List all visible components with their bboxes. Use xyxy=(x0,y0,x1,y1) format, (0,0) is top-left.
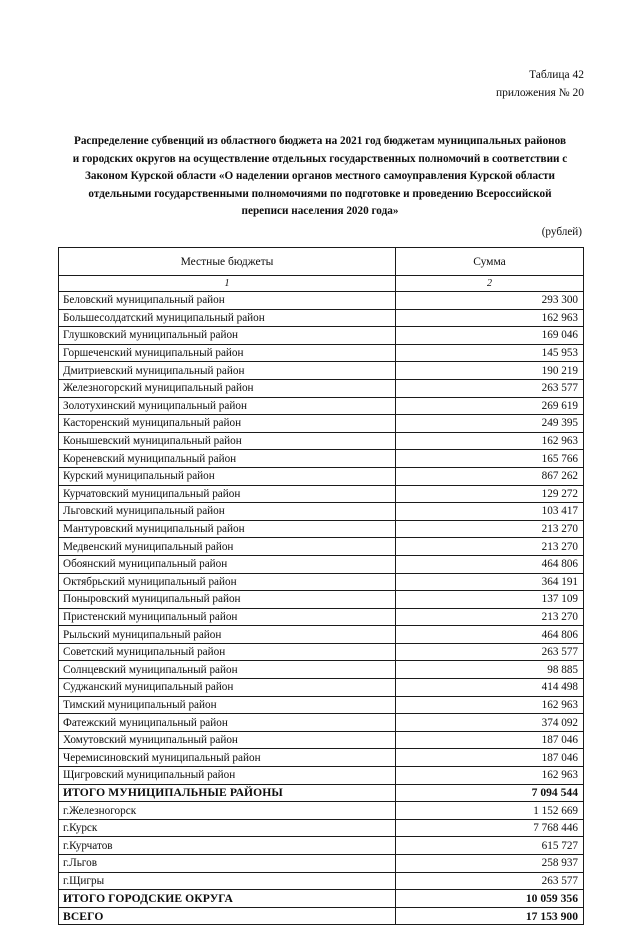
cell-sum-value: 190 219 xyxy=(396,362,584,380)
cell-sum-value: 263 577 xyxy=(396,872,584,890)
cell-sum-value: 162 963 xyxy=(396,767,584,785)
table-row xyxy=(59,538,584,556)
cell-sum-value: 7 768 446 xyxy=(396,819,584,837)
cell-budget-name: г.Льгов xyxy=(59,855,396,873)
table-row xyxy=(59,379,584,397)
cell-budget-name: Беловский муниципальный район xyxy=(59,292,396,310)
document-caption xyxy=(496,66,584,102)
table-row xyxy=(59,327,584,345)
table-row xyxy=(59,872,584,890)
table-row xyxy=(59,397,584,415)
cell-budget-name: Мантуровский муниципальный район xyxy=(59,520,396,538)
table-row xyxy=(59,819,584,837)
cell-sum-value: 98 885 xyxy=(396,661,584,679)
cell-budget-name: Льговский муниципальный район xyxy=(59,503,396,521)
table-row xyxy=(59,573,584,591)
cell-budget-name: Тимский муниципальный район xyxy=(59,696,396,714)
cell-sum-value: 269 619 xyxy=(396,397,584,415)
cell-sum-value: 162 963 xyxy=(396,432,584,450)
table-row xyxy=(59,467,584,485)
cell-sum-value: 162 963 xyxy=(396,309,584,327)
cell-sum-value: 169 046 xyxy=(396,327,584,345)
cell-sum-value: 867 262 xyxy=(396,467,584,485)
column-header-local-budgets: Местные бюджеты xyxy=(59,248,396,276)
cell-budget-name: г.Железногорск xyxy=(59,802,396,820)
cell-budget-name: Конышевский муниципальный район xyxy=(59,432,396,450)
cell-budget-name: Железногорский муниципальный район xyxy=(59,379,396,397)
cell-budget-name: Суджанский муниципальный район xyxy=(59,679,396,697)
cell-sum-value: 213 270 xyxy=(396,608,584,626)
table-row xyxy=(59,837,584,855)
table-row xyxy=(59,309,584,327)
cell-budget-name: Кореневский муниципальный район xyxy=(59,450,396,468)
cell-budget-name: ИТОГО МУНИЦИПАЛЬНЫЕ РАЙОНЫ xyxy=(59,784,396,802)
title-line-3: Законом Курской области «О наделении органов местного самоуправления Курской области xyxy=(84,170,555,183)
cell-sum-value: 414 498 xyxy=(396,679,584,697)
cell-budget-name: Медвенский муниципальный район xyxy=(59,538,396,556)
table-row xyxy=(59,520,584,538)
table-row xyxy=(59,485,584,503)
cell-sum-value: 103 417 xyxy=(396,503,584,521)
table-row xyxy=(59,362,584,380)
cell-sum-value: 374 092 xyxy=(396,714,584,732)
table-row xyxy=(59,855,584,873)
cell-budget-name: Касторенский муниципальный район xyxy=(59,415,396,433)
cell-sum-value: 165 766 xyxy=(396,450,584,468)
cell-sum-value: 145 953 xyxy=(396,344,584,362)
cell-sum-value: 293 300 xyxy=(396,292,584,310)
cell-sum-value: 10 059 356 xyxy=(396,890,584,908)
table-body xyxy=(59,292,584,925)
title-line-1: Распределение субвенций из областного бюджета на 2021 год бюджетам муниципальных районов xyxy=(73,135,566,147)
title-line-2: и городских округов на осуществление отдельных государственных полномочий в соответствии с xyxy=(72,152,568,165)
table-row xyxy=(59,714,584,732)
cell-budget-name: Октябрьский муниципальный район xyxy=(59,573,396,591)
table-row xyxy=(59,292,584,310)
cell-sum-value: 249 395 xyxy=(396,415,584,433)
table-row xyxy=(59,802,584,820)
cell-sum-value: 263 577 xyxy=(396,643,584,661)
cell-sum-value: 263 577 xyxy=(396,379,584,397)
table-header-row xyxy=(59,248,584,276)
cell-sum-value: 162 963 xyxy=(396,696,584,714)
title-line-4: отдельными государственными полномочиями по подготовке и проведению Всероссийской xyxy=(88,187,552,200)
cell-budget-name: Глушковский муниципальный район xyxy=(59,327,396,345)
table-row xyxy=(59,432,584,450)
cell-budget-name: Курчатовский муниципальный район xyxy=(59,485,396,503)
table-column-number-row xyxy=(59,276,584,292)
cell-sum-value: 464 806 xyxy=(396,626,584,644)
cell-sum-value: 137 109 xyxy=(396,591,584,609)
table-row xyxy=(59,344,584,362)
cell-budget-name: Советский муниципальный район xyxy=(59,643,396,661)
table-total-row xyxy=(59,784,584,802)
table-row xyxy=(59,749,584,767)
table-row xyxy=(59,503,584,521)
cell-budget-name: Солнцевский муниципальный район xyxy=(59,661,396,679)
table-row xyxy=(59,731,584,749)
cell-budget-name: г.Курчатов xyxy=(59,837,396,855)
cell-sum-value: 1 152 669 xyxy=(396,802,584,820)
cell-budget-name: Пристенский муниципальный район xyxy=(59,608,396,626)
cell-budget-name: Золотухинский муниципальный район xyxy=(59,397,396,415)
table-row xyxy=(59,643,584,661)
cell-budget-name: ИТОГО ГОРОДСКИЕ ОКРУГА xyxy=(59,890,396,908)
column-header-sum: Сумма xyxy=(396,248,584,276)
cell-budget-name: Черемисиновский муниципальный район xyxy=(59,749,396,767)
cell-budget-name: г.Курск xyxy=(59,819,396,837)
cell-sum-value: 615 727 xyxy=(396,837,584,855)
title-line-5: переписи населения 2020 года» xyxy=(241,205,399,218)
table-row xyxy=(59,555,584,573)
caption-appendix-number: приложения № 20 xyxy=(496,87,584,99)
cell-budget-name: Дмитриевский муниципальный район xyxy=(59,362,396,380)
table-row xyxy=(59,661,584,679)
cell-sum-value: 17 153 900 xyxy=(396,907,584,925)
table-row xyxy=(59,767,584,785)
table-total-row xyxy=(59,907,584,925)
cell-budget-name: Горшеченский муниципальный район xyxy=(59,344,396,362)
cell-budget-name: Рыльский муниципальный район xyxy=(59,626,396,644)
cell-budget-name: Фатежский муниципальный район xyxy=(59,714,396,732)
cell-sum-value: 464 806 xyxy=(396,555,584,573)
column-number-1: 1 xyxy=(59,276,396,292)
caption-table-number: Таблица 42 xyxy=(529,69,584,81)
cell-sum-value: 187 046 xyxy=(396,749,584,767)
cell-sum-value: 213 270 xyxy=(396,538,584,556)
cell-budget-name: Обоянский муниципальный район xyxy=(59,555,396,573)
table-row xyxy=(59,679,584,697)
cell-budget-name: г.Щигры xyxy=(59,872,396,890)
cell-budget-name: Курский муниципальный район xyxy=(59,467,396,485)
table-row xyxy=(59,608,584,626)
table-row xyxy=(59,591,584,609)
table-row xyxy=(59,696,584,714)
cell-budget-name: Щигровский муниципальный район xyxy=(59,767,396,785)
cell-sum-value: 213 270 xyxy=(396,520,584,538)
cell-budget-name: Хомутовский муниципальный район xyxy=(59,731,396,749)
cell-sum-value: 7 094 544 xyxy=(396,784,584,802)
budget-distribution-table xyxy=(58,247,584,925)
cell-sum-value: 258 937 xyxy=(396,855,584,873)
units-note: (рублей) xyxy=(541,226,582,238)
page-title xyxy=(56,133,584,221)
cell-budget-name: Большесолдатский муниципальный район xyxy=(59,309,396,327)
cell-budget-name: ВСЕГО xyxy=(59,907,396,925)
cell-sum-value: 129 272 xyxy=(396,485,584,503)
cell-budget-name: Поныровский муниципальный район xyxy=(59,591,396,609)
cell-sum-value: 187 046 xyxy=(396,731,584,749)
table-row xyxy=(59,415,584,433)
cell-sum-value: 364 191 xyxy=(396,573,584,591)
table-row xyxy=(59,626,584,644)
column-number-2: 2 xyxy=(396,276,584,292)
table-row xyxy=(59,450,584,468)
